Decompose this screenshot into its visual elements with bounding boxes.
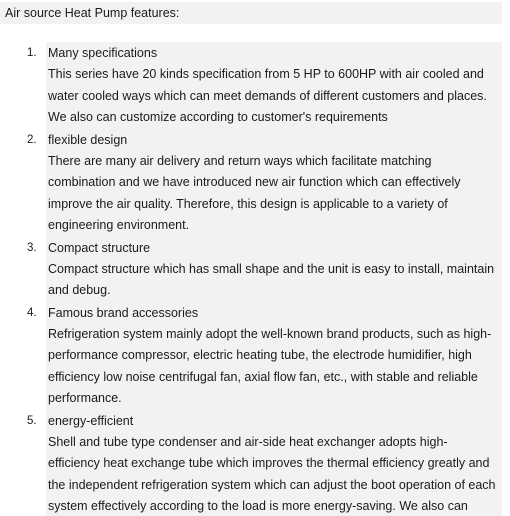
feature-item-2	[0, 129, 510, 237]
description-line: We also can customize according to customer's requirements	[48, 110, 388, 124]
description-line: system effectively according to the load is more energy-saving. We also can	[48, 499, 468, 513]
description-line: performance compressor, electric heating tube, the electrode humidifier, high	[48, 348, 472, 362]
feature-item-4	[0, 302, 510, 410]
feature-title: Famous brand accessories	[46, 302, 502, 324]
feature-title: Many specifications	[46, 42, 502, 64]
description-line: There are many air delivery and return ways which facilitate matching	[48, 153, 432, 168]
description-line: Shell and tube type condenser and air-side heat exchanger adopts high-	[48, 434, 448, 449]
description-line: performance.	[48, 391, 122, 405]
description-line: water cooled ways which can meet demands of different customers and places.	[48, 88, 487, 103]
feature-list	[0, 42, 510, 516]
description-line: efficiency low noise centrifugal fan, axial flow fan, etc., with stable and reliable	[48, 369, 478, 384]
feature-description	[46, 324, 502, 410]
description-line: efficiency heat exchange tube which improves the thermal efficiency greatly and	[48, 456, 490, 470]
feature-number: 4.	[27, 306, 37, 319]
description-line: engineering environment.	[48, 218, 190, 232]
feature-item-1	[0, 42, 510, 129]
description-line: the independent refrigeration system which can adjust the boot operation of each	[48, 477, 496, 492]
description-line: This series have 20 kinds specification from 5 HP to 600HP with air cooled and	[48, 67, 484, 81]
description-line: Compact structure which has small shape and the unit is easy to install, maintain	[48, 261, 495, 276]
feature-title: Compact structure	[46, 237, 502, 259]
feature-item-5	[0, 410, 510, 516]
feature-item-3	[0, 237, 510, 302]
feature-number: 1.	[27, 47, 37, 59]
feature-number: 5.	[27, 414, 37, 427]
feature-number: 2.	[27, 133, 37, 146]
feature-description	[46, 64, 502, 129]
feature-description	[46, 432, 502, 516]
description-line: improve the air quality. Therefore, this design is applicable to a variety of	[48, 196, 448, 211]
page-heading: Air source Heat Pump features:	[0, 2, 502, 24]
feature-title: energy-efficient	[46, 410, 502, 432]
description-line: combination and we have introduced new air function which can effectively	[48, 175, 461, 189]
feature-description	[46, 259, 502, 302]
description-line: Refrigeration system mainly adopt the well-known brand products, such as high-	[48, 326, 492, 341]
description-line: and debug.	[48, 283, 111, 297]
feature-title: flexible design	[46, 129, 502, 151]
feature-description	[46, 151, 502, 237]
feature-number: 3.	[27, 241, 37, 254]
